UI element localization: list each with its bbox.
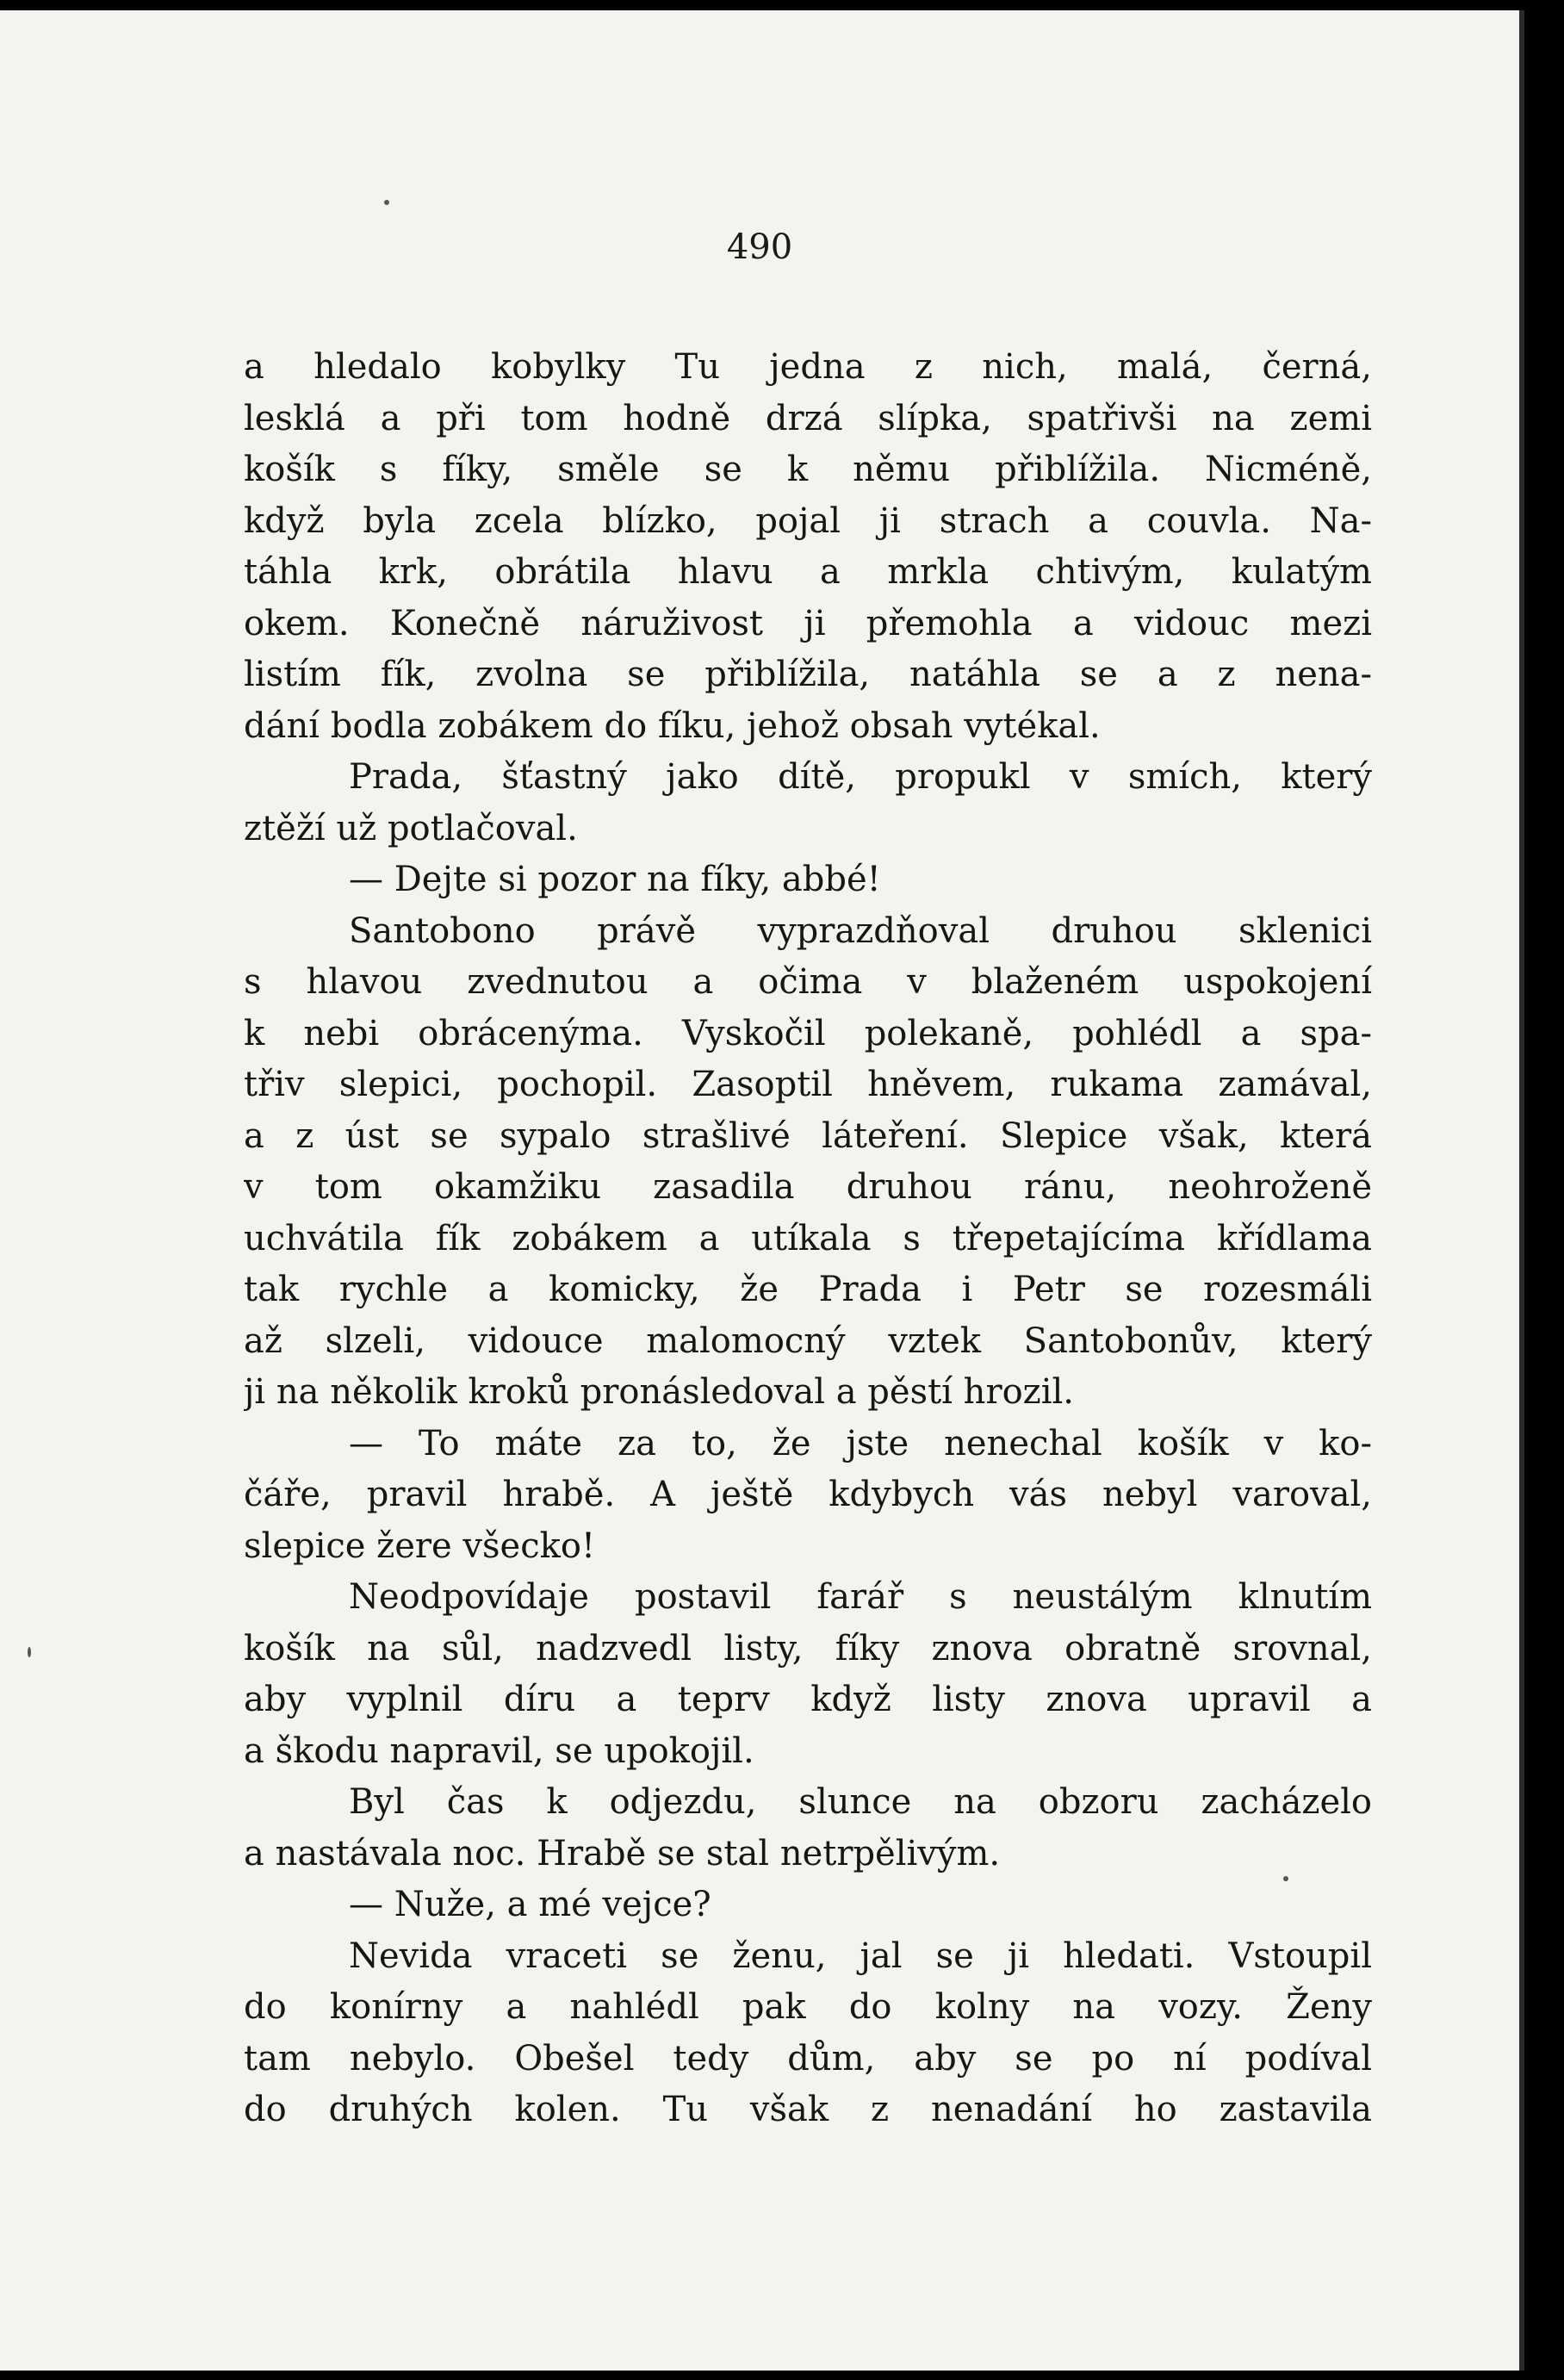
text-line: táhla krk, obrátila hlavu a mrkla chtivým, kulatým xyxy=(244,552,1372,592)
text-line: ji na několik kroků pronásledoval a pěstí hrozil. xyxy=(244,1372,1075,1412)
text-line: Byl čas k odjezdu, slunce na obzoru zacházelo xyxy=(349,1782,1372,1822)
text-line: listím fík, zvolna se přiblížila, natáhla se a z nena- xyxy=(244,655,1372,694)
text-line: — To máte za to, že jste nenechal košík v ko- xyxy=(349,1423,1372,1463)
text-line: košík s fíky, směle se k němu přiblížila. Nicméně, xyxy=(244,450,1372,489)
text-line: okem. Konečně náruživost ji přemohla a vidouc mezi xyxy=(244,603,1372,643)
text-line: do konírny a nahlédl pak do kolny na vozy. Ženy xyxy=(244,1987,1372,2027)
text-line: slepice žere všecko! xyxy=(244,1526,596,1566)
text-line: Santobono právě vyprazdňoval druhou sklenici xyxy=(349,910,1372,951)
body-text xyxy=(244,342,1372,2136)
text-line: až slzeli, vidouce malomocný vztek Santobonův, který xyxy=(244,1320,1372,1361)
text-line: když byla zcela blízko, pojal ji strach a couvla. Na- xyxy=(244,500,1372,541)
print-speck xyxy=(28,1647,31,1657)
text-line: košík na sůl, nadzvedl listy, fíky znova obratně srovnal, xyxy=(244,1628,1372,1668)
text-line: Prada, šťastný jako dítě, propukl v smích, který xyxy=(349,757,1372,797)
text-line: a z úst se sypalo strašlivé láteření. Slepice však, která xyxy=(244,1115,1372,1156)
text-line: Neodpovídaje postavil farář s neustálým klnutím xyxy=(349,1577,1372,1617)
text-line: tak rychle a komicky, že Prada i Petr se rozesmáli xyxy=(244,1270,1372,1309)
page-number: 490 xyxy=(726,227,793,267)
text-line: aby vyplnil díru a teprv když listy znova upravil a xyxy=(244,1680,1372,1719)
text-line: v tom okamžiku zasadila druhou ránu, neohroženě xyxy=(244,1167,1372,1207)
text-line: s hlavou zvednutou a očima v blaženém uspokojení xyxy=(244,962,1372,1002)
text-line: k nebi obrácenýma. Vyskočil polekaně, pohlédl a spa- xyxy=(244,1013,1372,1053)
text-line: do druhých kolen. Tu však z nenadání ho zastavila xyxy=(244,2090,1372,2129)
text-line: čáře, pravil hrabě. A ještě kdybych vás nebyl varoval, xyxy=(244,1475,1372,1514)
text-line: — Nuže, a mé vejce? xyxy=(349,1885,711,1924)
text-line: dání bodla zobákem do fíku, jehož obsah vytékal. xyxy=(244,705,1101,746)
book-page xyxy=(0,10,1524,2371)
print-speck xyxy=(384,200,389,205)
text-line: a nastávala noc. Hrabě se stal netrpělivým. xyxy=(244,1833,1001,1874)
text-line: — Dejte si pozor na fíky, abbé! xyxy=(349,860,881,899)
text-line: uchvátila fík zobákem a utíkala s třepetajícíma křídlama xyxy=(244,1218,1372,1258)
text-line: a škodu napravil, se upokojil. xyxy=(244,1731,754,1771)
text-line: a hledalo kobylky Tu jedna z nich, malá, černá, xyxy=(244,347,1372,387)
text-line: třiv slepici, pochopil. Zasoptil hněvem, rukama zamával, xyxy=(244,1065,1372,1104)
text-line: Nevida vraceti se ženu, jal se ji hledati. Vstoupil xyxy=(349,1936,1372,1976)
text-line: tam nebylo. Obešel tedy dům, aby se po ní podíval xyxy=(244,2038,1372,2079)
text-line: lesklá a při tom hodně drzá slípka, spatřivši na zemi xyxy=(244,398,1372,438)
text-line: ztěží už potlačoval. xyxy=(244,808,578,848)
print-speck xyxy=(1283,1876,1288,1881)
